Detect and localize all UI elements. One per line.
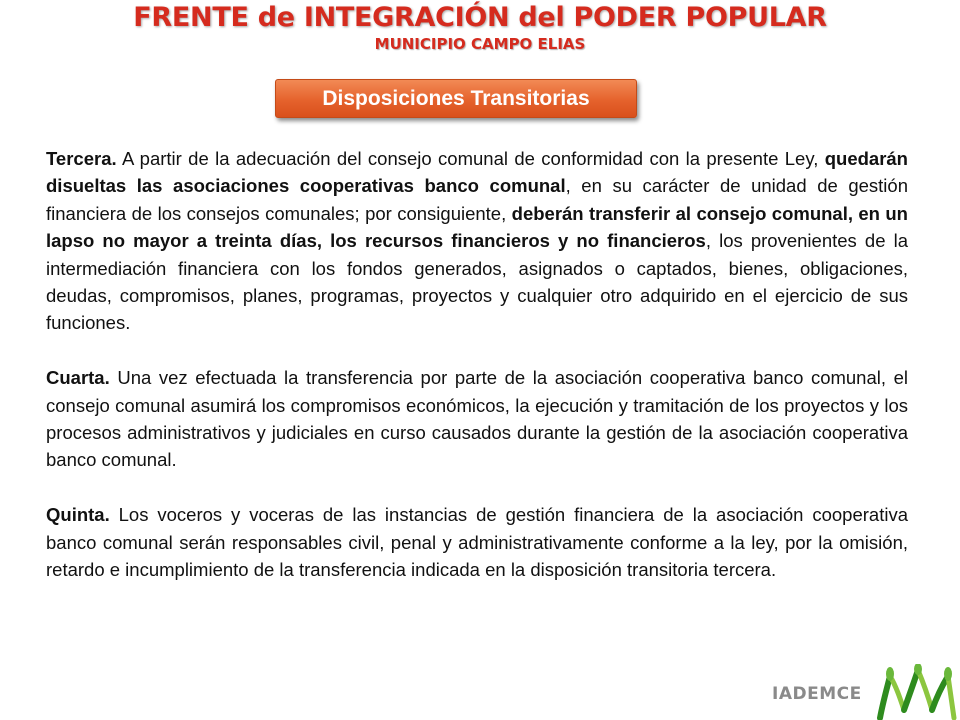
brand-name: IADEMCE bbox=[772, 684, 862, 704]
paragraph-emphasis: quedarán disueltas las asociaciones cooperativas banco comunal bbox=[46, 148, 908, 197]
paragraph-text: Los voceros y voceras de las instancias de gestión financiera de la asociación cooperativa banco comunal serán responsables civil, penal y administrativamente conforme a la ley, por la omisión, retardo e incumplimiento de la transferencia indicada en la disposición transitoria tercera. bbox=[46, 504, 908, 581]
paragraph-cuarta bbox=[46, 364, 908, 474]
section-title-badge: Disposiciones Transitorias bbox=[275, 79, 637, 118]
paragraph-emphasis: deberán transferir al consejo comunal, en un lapso no mayor a treinta días, los recursos financieros y no financieros bbox=[46, 202, 908, 252]
paragraph-label: Cuarta. bbox=[46, 367, 110, 389]
paragraph-label: Tercera. bbox=[46, 148, 117, 169]
paragraph-text: A partir de la adecuación del consejo comunal de conformidad con la presente Ley, bbox=[116, 148, 825, 169]
paragraph-quinta bbox=[46, 501, 908, 583]
paragraph-text: , en su carácter de unidad de gestión financiera de los consejos comunales; por consiguiente, bbox=[46, 175, 908, 224]
green-leaf-logo-icon bbox=[874, 664, 958, 720]
page-title: FRENTE de INTEGRACIÓN del PODER POPULAR bbox=[133, 2, 827, 33]
paragraph-label: Quinta. bbox=[46, 504, 110, 526]
paragraph-tercera bbox=[46, 145, 908, 337]
page-subtitle: MUNICIPIO CAMPO ELIAS bbox=[374, 35, 586, 53]
document-body bbox=[46, 145, 908, 611]
paragraph-text: Una vez efectuada la transferencia por parte de la asociación cooperativa banco comunal, el consejo comunal asumirá los compromisos económicos, la ejecución y tramitación de los proyectos y los procesos administrativos y judiciales en curso causados durante la gestión de la asociación cooperativa banco comunal. bbox=[46, 367, 908, 471]
paragraph-text: , los provenientes de la intermediación financiera con los fondos generados, asignados o captados, bienes, obligaciones, deudas, compromisos, planes, programas, proyectos y cualquier otro adquirido en el ejercicio de sus funciones. bbox=[46, 230, 908, 334]
